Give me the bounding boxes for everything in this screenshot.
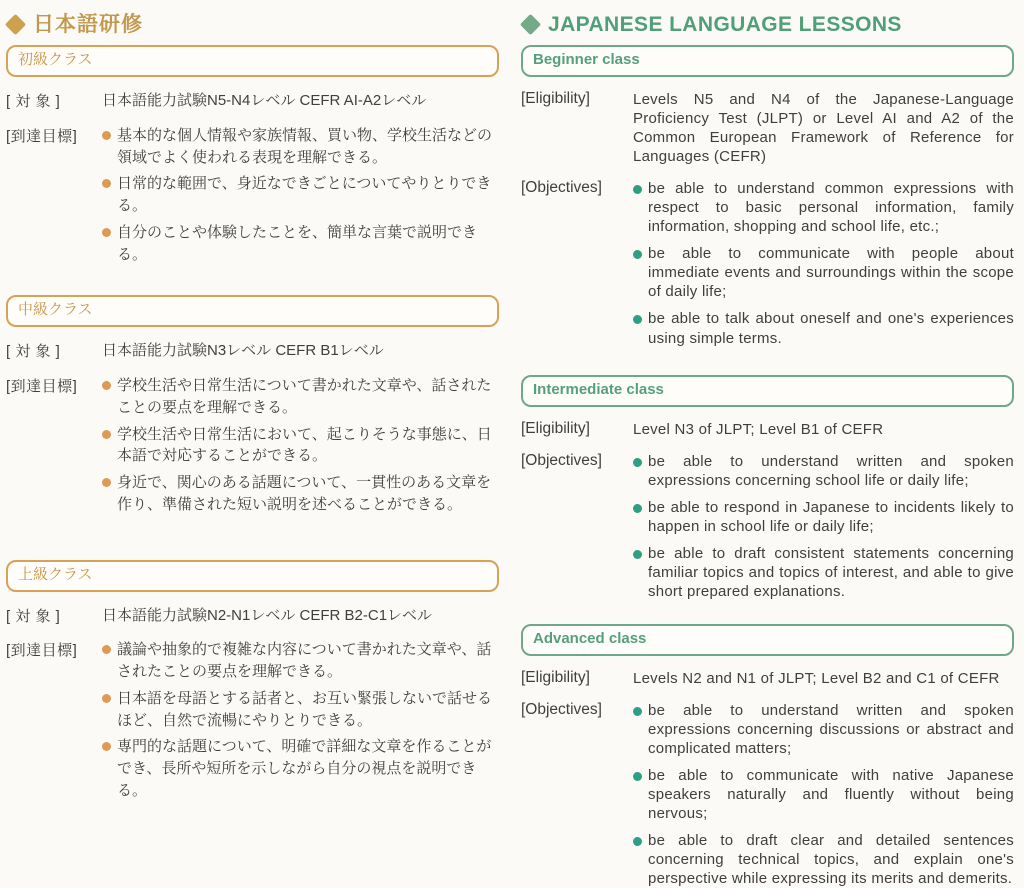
bullet-icon	[633, 458, 642, 467]
objectives-row	[6, 375, 499, 516]
list-item	[633, 309, 1014, 347]
list-item	[102, 639, 499, 683]
objective-text: be able to draft clear and detailed sentences concerning technical topics, and explain one's perspective while expressing its merits and demerits.	[648, 832, 1014, 888]
objectives-label: [到達目標]	[6, 127, 78, 145]
list-item	[102, 424, 499, 468]
class-name: 初級クラス	[18, 51, 93, 68]
objective-text: be able to understand written and spoken expressions concerning school life or daily life;	[648, 452, 1014, 489]
class-name: Beginner class	[533, 51, 640, 68]
objectives-list	[633, 701, 1014, 888]
eligibility-row	[6, 340, 499, 362]
eligibility-label: [ 対 象 ]	[6, 93, 61, 110]
objective-text: 専門的な話題について、明確で詳細な文章を作ることができ、長所や短所を示しながら自分の視点を説明できる。	[117, 738, 492, 799]
eligibility-label: [ 対 象 ]	[6, 607, 61, 625]
objectives-label: [到達目標]	[6, 378, 78, 395]
eligibility-text: Level N3 of JLPT; Level B1 of CEFR	[633, 420, 884, 438]
objective-text: be able to respond in Japanese to incidents likely to happen in school life or daily life;	[648, 498, 1014, 535]
eligibility-row	[6, 90, 499, 112]
bullet-icon	[102, 430, 111, 439]
japanese-column	[6, 12, 499, 888]
eligibility-label: [ 対 象 ]	[6, 343, 61, 361]
english-column-header	[523, 14, 1014, 35]
objectives-list	[102, 125, 499, 266]
eligibility-text: Levels N2 and N1 of JLPT; Level B2 and C1 of CEFR	[633, 669, 1000, 687]
class-heading-advanced-en	[521, 624, 1014, 656]
eligibility-label: [Eligibility]	[521, 668, 590, 686]
objective-text: 学校生活や日常生活において、起こりそうな事態に、日本語で対応することができる。	[117, 425, 492, 465]
class-heading-advanced-jp	[6, 560, 499, 592]
objectives-row	[521, 179, 1014, 347]
objective-text: be able to talk about oneself and one's experiences using simple terms.	[648, 310, 1014, 347]
class-name: 中級クラス	[18, 301, 93, 319]
bullet-icon	[102, 694, 111, 703]
objective-text: 身近で、関心のある話題について、一貫性のある文章を作り、準備された短い説明を述べることができる。	[117, 474, 492, 513]
eligibility-row	[6, 605, 499, 627]
bullet-icon	[633, 504, 642, 513]
objectives-label: [Objectives]	[521, 700, 602, 718]
objective-text: be able to understand written and spoken expressions concerning discussions or abstract and complicated matters;	[648, 701, 1014, 758]
bullet-icon	[102, 742, 111, 751]
objective-text: 日本語を母語とする話者と、お互い緊張しないで話せるほど、自然で流暢にやりとりできる。	[117, 689, 493, 729]
bullet-icon	[102, 478, 111, 487]
bullet-icon	[633, 707, 642, 716]
bullet-icon	[102, 228, 111, 237]
eligibility-label: [Eligibility]	[521, 90, 590, 107]
list-item	[633, 244, 1014, 301]
objective-text: be able to communicate with people about immediate events and surroundings within the scope of daily life;	[648, 245, 1014, 301]
objective-text: be able to understand common expressions with respect to basic personal information, family information, shopping and school life, etc.;	[648, 180, 1014, 236]
objective-text: 日常的な範囲で、身近なできごとについてやりとりできる。	[117, 175, 492, 214]
japanese-column-header	[8, 14, 499, 35]
bullet-icon	[633, 250, 642, 259]
class-heading-beginner-jp	[6, 45, 499, 77]
eligibility-label: [Eligibility]	[521, 419, 590, 437]
objectives-label: [到達目標]	[6, 642, 78, 660]
bullet-icon	[633, 185, 642, 194]
class-heading-beginner-en	[521, 45, 1014, 77]
diamond-icon	[520, 14, 541, 35]
objectives-row	[6, 125, 499, 266]
objectives-label: [Objectives]	[521, 179, 602, 197]
class-heading-intermediate-en	[521, 375, 1014, 407]
bullet-icon	[633, 772, 642, 781]
bullet-icon	[102, 645, 111, 654]
bullet-icon	[633, 550, 642, 559]
eligibility-text: 日本語能力試験N2-N1レベル CEFR B2-C1レベル	[102, 606, 433, 624]
objective-text: be able to communicate with native Japanese speakers naturally and fluently without being nervous;	[648, 767, 1014, 823]
objective-text: be able to draft consistent statements concerning familiar topics and topics of interest, and able to give short prepared explanations.	[648, 544, 1014, 600]
objective-text: 議論や抽象的で複雑な内容について書かれた文章や、話されたことの要点を理解できる。	[117, 641, 492, 680]
list-item	[102, 173, 499, 217]
bullet-icon	[633, 315, 642, 324]
class-name: Advanced class	[533, 629, 647, 647]
eligibility-text: 日本語能力試験N3レベル CEFR B1レベル	[102, 342, 384, 360]
list-item	[633, 544, 1014, 601]
english-column	[521, 12, 1014, 888]
eligibility-text: 日本語能力試験N5-N4レベル CEFR AI-A2レベル	[102, 92, 427, 109]
japanese-column-title: 日本語研修	[33, 13, 143, 36]
eligibility-row	[521, 420, 1014, 439]
list-item	[102, 375, 499, 419]
objectives-label: [Objectives]	[521, 451, 602, 469]
list-item	[102, 472, 499, 516]
diamond-icon	[5, 14, 26, 35]
objective-text: 自分のことや体験したことを、簡単な言葉で説明できる。	[117, 223, 478, 263]
list-item	[633, 701, 1014, 758]
list-item	[633, 831, 1014, 888]
list-item	[102, 222, 499, 266]
bullet-icon	[102, 179, 111, 188]
bullet-icon	[102, 381, 111, 390]
english-column-title: JAPANESE LANGUAGE LESSONS	[548, 13, 902, 36]
eligibility-row	[521, 90, 1014, 166]
list-item	[633, 766, 1014, 823]
objectives-list	[102, 639, 499, 801]
objectives-row	[521, 701, 1014, 888]
class-heading-intermediate-jp	[6, 295, 499, 327]
list-item	[102, 125, 499, 169]
list-item	[102, 736, 499, 801]
list-item	[633, 179, 1014, 236]
list-item	[633, 498, 1014, 536]
eligibility-row	[521, 669, 1014, 688]
list-item	[102, 688, 499, 732]
bullet-icon	[102, 131, 111, 140]
objectives-row	[6, 639, 499, 801]
objective-text: 基本的な個人情報や家族情報、買い物、学校生活などの領域でよく使われる表現を理解できる。	[117, 126, 493, 166]
bullet-icon	[633, 837, 642, 846]
objectives-row	[521, 452, 1014, 601]
objectives-list	[102, 375, 499, 516]
objectives-list	[633, 452, 1014, 601]
eligibility-text: Levels N5 and N4 of the Japanese-Language Proficiency Test (JLPT) or Level AI and A2 of the Common European Framework of Reference for Languages (CEFR)	[633, 91, 1014, 166]
class-name: 上級クラス	[18, 565, 93, 583]
objective-text: 学校生活や日常生活について書かれた文章や、話されたことの要点を理解できる。	[117, 377, 492, 416]
class-name: Intermediate class	[533, 380, 664, 398]
objectives-list	[633, 179, 1014, 347]
list-item	[633, 452, 1014, 490]
